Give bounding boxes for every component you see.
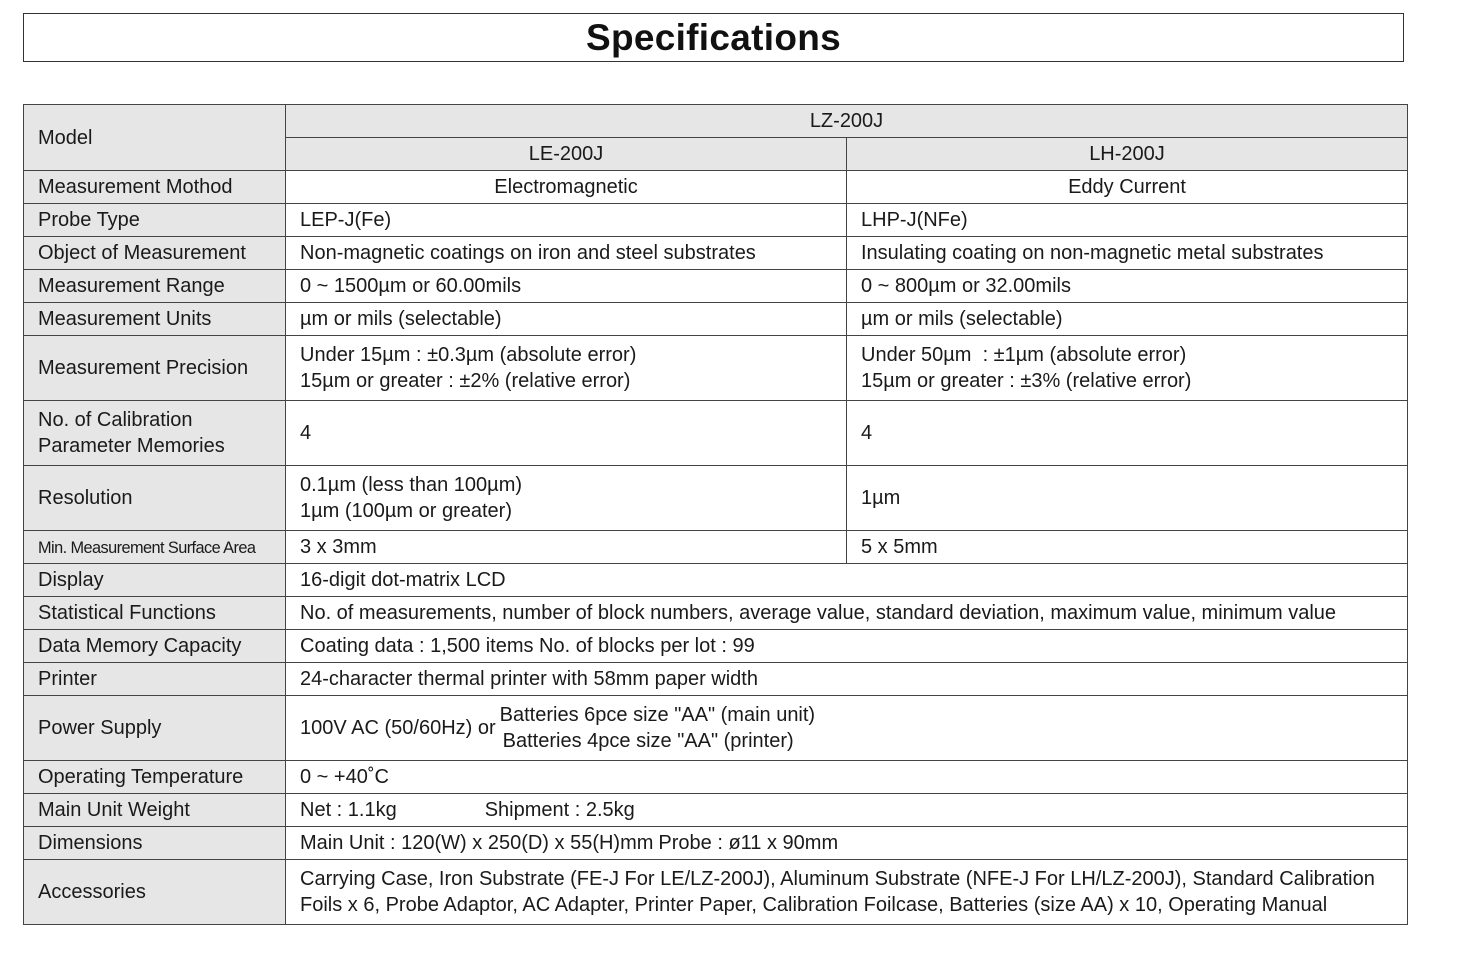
cell-model-b: µm or mils (selectable) — [847, 303, 1408, 336]
table-row — [24, 237, 1408, 270]
cell-model-b: 4 — [847, 401, 1408, 466]
specifications-table — [23, 104, 1408, 925]
power-prefix: 100V AC (50/60Hz) or — [300, 717, 496, 739]
cell-model-b: LHP-J(NFe) — [847, 204, 1408, 237]
cell-shared: 24-character thermal printer with 58mm paper width — [286, 663, 1408, 696]
table-row — [24, 171, 1408, 204]
precision-line: 15µm or greater : ±3% (relative error) — [861, 370, 1192, 392]
resolution-line: 0.1µm (less than 100µm) — [300, 474, 523, 496]
row-label: Measurement Units — [24, 303, 286, 336]
table-row — [24, 761, 1408, 794]
shipment-weight: Shipment : 2.5kg — [484, 799, 635, 821]
table-row — [24, 270, 1408, 303]
cell-model-a: Non-magnetic coatings on iron and steel substrates — [286, 237, 847, 270]
cell-model-a: Electromagnetic — [286, 171, 847, 204]
cell-model-b: 5 x 5mm — [847, 531, 1408, 564]
cell-model-b: Eddy Current — [847, 171, 1408, 204]
row-label: Dimensions — [24, 827, 286, 860]
row-label-text: Min. Measurement Surface Area — [38, 537, 256, 557]
cell-shared — [286, 860, 1408, 925]
table-row — [24, 696, 1408, 761]
cell-model-a — [286, 336, 847, 401]
cell-model-b — [847, 336, 1408, 401]
precision-line: Under 15µm : ±0.3µm (absolute error) — [300, 344, 637, 366]
row-label: Printer — [24, 663, 286, 696]
row-label: Measurement Range — [24, 270, 286, 303]
precision-line: Under 50µm : ±1µm (absolute error) — [861, 344, 1187, 366]
table-row — [24, 531, 1408, 564]
net-weight: Net : 1.1kg — [300, 799, 397, 821]
table-row — [24, 663, 1408, 696]
table-row — [24, 105, 1408, 138]
model-group-header: LZ-200J — [286, 105, 1408, 138]
cell-model-b: Insulating coating on non-magnetic metal substrates — [847, 237, 1408, 270]
row-label-line: No. of Calibration — [38, 409, 193, 431]
power-option: Batteries 6pce size "AA" (main unit) — [499, 704, 816, 726]
power-supply-value — [300, 702, 1393, 754]
row-label: Measurement Precision — [24, 336, 286, 401]
table-row — [24, 401, 1408, 466]
table-row — [24, 564, 1408, 597]
model-a-header: LE-200J — [286, 138, 847, 171]
cell-shared: Coating data : 1,500 items No. of blocks per lot : 99 — [286, 630, 1408, 663]
main-unit-dimensions: Main Unit : 120(W) x 250(D) x 55(H)mm — [300, 832, 654, 854]
row-label: Object of Measurement — [24, 237, 286, 270]
title-box — [23, 13, 1404, 62]
cell-model-a: LEP-J(Fe) — [286, 204, 847, 237]
cell-model-a — [286, 466, 847, 531]
cell-shared — [286, 794, 1408, 827]
row-label: Data Memory Capacity — [24, 630, 286, 663]
cell-model-a: µm or mils (selectable) — [286, 303, 847, 336]
table-row — [24, 794, 1408, 827]
table-row — [24, 630, 1408, 663]
model-label: Model — [24, 105, 286, 171]
cell-model-a: 4 — [286, 401, 847, 466]
cell-model-a: 0 ~ 1500µm or 60.00mils — [286, 270, 847, 303]
cell-shared: No. of measurements, number of block numbers, average value, standard deviation, maximum value, minimum value — [286, 597, 1408, 630]
row-label: Main Unit Weight — [24, 794, 286, 827]
cell-model-a: 3 x 3mm — [286, 531, 847, 564]
accessories-line: Foils x 6, Probe Adaptor, AC Adapter, Printer Paper, Calibration Foilcase, Batteries (size AA) x 10, Operating Manual — [300, 894, 1328, 916]
row-label: Accessories — [24, 860, 286, 925]
row-label: Statistical Functions — [24, 597, 286, 630]
probe-dimensions: Probe : ø11 x 90mm — [658, 832, 839, 854]
row-label — [24, 401, 286, 466]
table-row — [24, 204, 1408, 237]
row-label: Probe Type — [24, 204, 286, 237]
power-option: Batteries 4pce size "AA" (printer) — [502, 730, 794, 752]
cell-shared: 0 ~ +40˚C — [286, 761, 1408, 794]
page-title: Specifications — [585, 16, 842, 58]
table-row — [24, 336, 1408, 401]
model-b-header: LH-200J — [847, 138, 1408, 171]
row-label — [24, 531, 286, 564]
row-label: Resolution — [24, 466, 286, 531]
table-row — [24, 860, 1408, 925]
table-row — [24, 827, 1408, 860]
resolution-line: 1µm (100µm or greater) — [300, 500, 513, 522]
cell-shared — [286, 696, 1408, 761]
row-label: Display — [24, 564, 286, 597]
row-label: Operating Temperature — [24, 761, 286, 794]
cell-model-b: 0 ~ 800µm or 32.00mils — [847, 270, 1408, 303]
cell-shared — [286, 827, 1408, 860]
table-row — [24, 466, 1408, 531]
cell-model-b: 1µm — [847, 466, 1408, 531]
power-options — [500, 702, 815, 754]
accessories-line: Carrying Case, Iron Substrate (FE-J For LE/LZ-200J), Aluminum Substrate (NFE-J For LH/LZ-200J), Standard Calibration — [300, 868, 1375, 890]
cell-shared: 16-digit dot-matrix LCD — [286, 564, 1408, 597]
table-row — [24, 597, 1408, 630]
row-label: Measurement Mothod — [24, 171, 286, 204]
row-label-line: Parameter Memories — [38, 435, 225, 457]
row-label: Power Supply — [24, 696, 286, 761]
table-row — [24, 303, 1408, 336]
precision-line: 15µm or greater : ±2% (relative error) — [300, 370, 631, 392]
